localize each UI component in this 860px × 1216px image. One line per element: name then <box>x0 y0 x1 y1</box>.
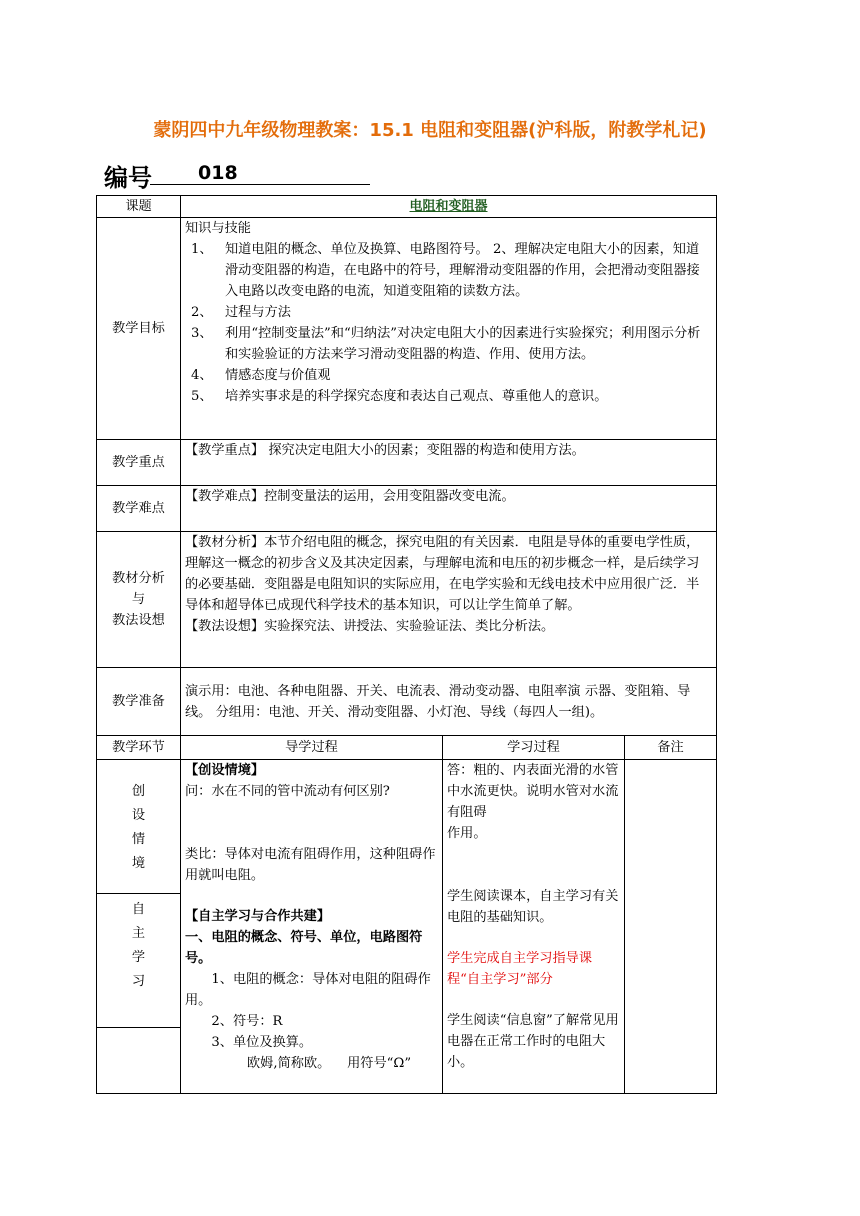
guide-paragraph: 3、单位及换算。 <box>211 1035 313 1050</box>
objective-num: 2、 <box>191 305 213 320</box>
stage-char: 设 <box>131 808 146 823</box>
process-row-1 <box>97 760 717 894</box>
guide-paragraph: 1、电阻的概念：导体对电阻的阻碍作用。 <box>185 972 431 1008</box>
stage-create-situation <box>97 760 181 894</box>
preparation-text: 演示用：电池、各种电阻器、开关、电流表、滑动变动器、电阻率演 示器、变阻箱、导线。 分组用：电池、开关、滑动变阻器、小灯泡、导线（每四人一组)。 <box>181 668 717 736</box>
header-study: 学习过程 <box>443 736 625 760</box>
row-difficulties <box>97 486 717 532</box>
study-text: 学生阅读课本，自主学习有关电阻的基础知识。 <box>447 889 619 925</box>
objective-item <box>185 239 712 302</box>
notes-cell <box>625 760 717 1094</box>
key-points-text: 【教学重点】 探究决定电阻大小的因素；变阻器的构造和使用方法。 <box>181 440 717 486</box>
objective-text: 情感态度与价值观 <box>225 368 331 383</box>
objective-num: 5、 <box>191 389 213 404</box>
analysis-cell <box>181 532 717 668</box>
study-task: 学生完成自主学习指导课程“自主学习”部分 <box>447 951 593 987</box>
analysis-label-line: 教法设想 <box>112 613 165 628</box>
guide-heading: 【自主学习与合作共建】 <box>185 909 331 924</box>
difficulties-text: 【教学难点】控制变量法的运用，会用变阻器改变电流。 <box>181 486 717 532</box>
study-process-cell <box>443 760 625 1094</box>
preparation-label: 教学准备 <box>97 668 181 736</box>
subject-title: 电阻和变阻器 <box>409 199 488 214</box>
stage-char: 习 <box>131 974 146 989</box>
document-title: 蒙阴四中九年级物理教案：15.1 电阻和变阻器(沪科版，附教学札记) <box>153 120 707 141</box>
stage-char: 主 <box>131 926 146 941</box>
header-guide: 导学过程 <box>181 736 443 760</box>
study-text: 学生阅读“信息窗”了解常见用电器在正常工作时的电阻大小。 <box>447 1013 619 1070</box>
row-key-points <box>97 440 717 486</box>
difficulties-label: 教学难点 <box>97 486 181 532</box>
analysis-text: 【教材分析】本节介绍电阻的概念，探究电阻的有关因素．电阻是导体的重要电学性质，理解这一概念的初步含义及其决定因素，与理解电流和电压的初步概念一样，是后续学习的必要基础．变阻器是电阻知识的实际应用，在电学实验和无线电技术中应用很广泛．半导体和超导体已成现代科学技术的基本知识，可以让学生简单了解。 <box>185 535 700 613</box>
objective-text: 利用“控制变量法”和“归纳法”对决定电阻大小的因素进行实验探究；利用图示分析和实验验证的方法来学习滑动变阻器的构造、作用、使用方法。 <box>225 326 701 362</box>
stage-char: 自 <box>131 902 146 917</box>
objective-text: 培养实事求是的科学探究态度和表达自己观点、尊重他人的意识。 <box>225 389 608 404</box>
objectives-heading: 知识与技能 <box>185 221 251 236</box>
guide-process-cell <box>181 760 443 1094</box>
objective-item <box>185 365 712 386</box>
lesson-plan-table <box>96 195 717 1094</box>
header-notes: 备注 <box>625 736 717 760</box>
objective-item <box>185 323 712 365</box>
guide-analogy: 类比：导体对电流有阻碍作用，这种阻碍作用就叫电阻。 <box>185 847 436 883</box>
process-header-row <box>97 736 717 760</box>
guide-question: 问：水在不同的管中流动有何区别? <box>185 784 390 799</box>
stage-char: 创 <box>131 784 146 799</box>
stage-char: 境 <box>131 856 146 871</box>
subject-label: 课题 <box>97 196 181 218</box>
stage-char: 学 <box>131 950 146 965</box>
objective-item <box>185 302 712 323</box>
study-answer-cont: 作用。 <box>447 826 487 841</box>
objective-num: 3、 <box>191 326 213 341</box>
stage-self-study <box>97 894 181 1028</box>
key-points-label: 教学重点 <box>97 440 181 486</box>
guide-heading: 【创设情境】 <box>185 763 265 778</box>
row-preparation <box>97 668 717 736</box>
code-label: 编号 <box>104 164 152 192</box>
stage-empty <box>97 1028 181 1094</box>
study-answer: 答：粗的、内表面光滑的水管中水流更快。说明水管对水流有阻碍 <box>447 763 619 820</box>
row-analysis <box>97 532 717 668</box>
guide-paragraph: 欧姆,简称欧。 用符号“Ω” <box>247 1056 412 1071</box>
objectives-cell <box>181 218 717 440</box>
objective-text: 知道电阻的概念、单位及换算、电路图符号。 2、理解决定电阻大小的因素，知道滑动变阻器的构造，在电路中的符号，理解滑动变阻器的作用，会把滑动变阻器接入电路以改变电路的电流，知道变阻箱的读数方法。 <box>225 242 700 299</box>
objective-item <box>185 386 712 407</box>
subject-cell <box>181 196 717 218</box>
objectives-label: 教学目标 <box>97 218 181 440</box>
stage-char: 情 <box>131 832 146 847</box>
analysis-label <box>97 532 181 668</box>
analysis-label-line: 与 <box>131 592 146 607</box>
row-objectives <box>97 218 717 440</box>
objective-num: 1、 <box>191 242 213 257</box>
header-stage: 教学环节 <box>97 736 181 760</box>
objective-text: 过程与方法 <box>225 305 291 320</box>
objective-num: 4、 <box>191 368 213 383</box>
row-subject <box>97 196 717 218</box>
guide-paragraph: 2、符号：R <box>211 1014 283 1029</box>
analysis-label-line: 教材分析 <box>112 571 165 586</box>
method-text: 【教法设想】实验探究法、讲授法、实验验证法、类比分析法。 <box>185 619 555 634</box>
guide-section-title: 一、电阻的概念、符号、单位，电路图符号。 <box>185 930 423 966</box>
code-value: 018 <box>150 158 370 185</box>
